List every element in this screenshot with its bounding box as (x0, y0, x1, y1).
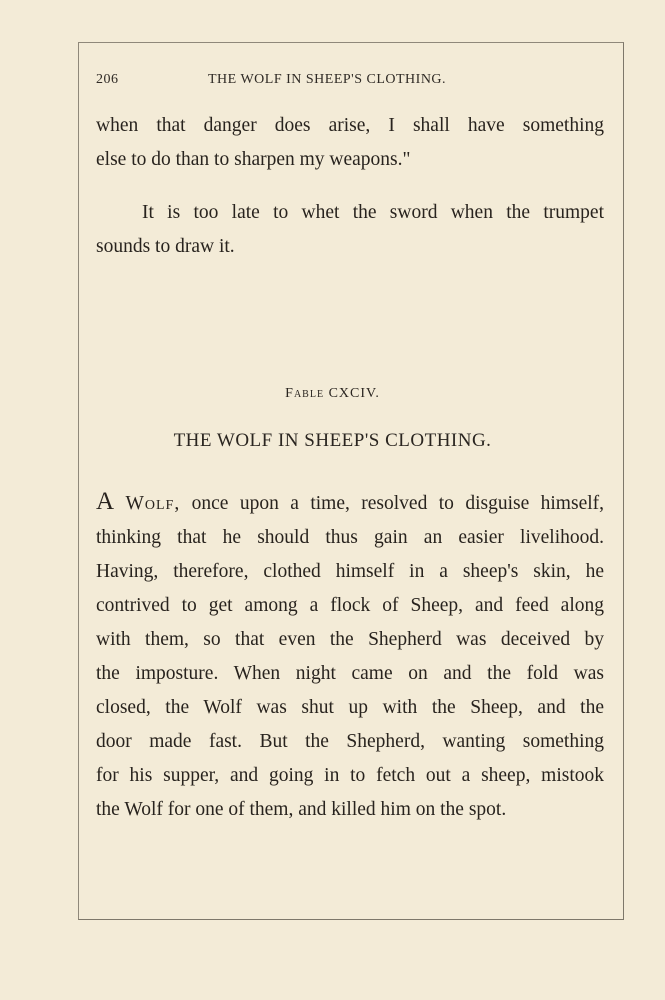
text-line: the imposture. When night came on and the fold was (96, 663, 604, 684)
fable-body (96, 485, 604, 827)
page-number: 206 (96, 72, 119, 87)
moral-paragraph (96, 196, 604, 264)
text-line-first (96, 485, 604, 521)
header-title: THE WOLF IN SHEEP'S CLOTHING. (208, 72, 447, 87)
text-line: else to do than to sharpen my weapons." (96, 149, 411, 170)
fable-title: THE WOLF IN SHEEP'S CLOTHING. (173, 430, 492, 451)
text-line: door made fast. But the Shepherd, wanting something (96, 731, 604, 752)
text-line: sounds to draw it. (96, 236, 235, 257)
text-line: thinking that he should thus gain an easier livelihood. (96, 527, 604, 548)
continuation-paragraph (96, 109, 604, 177)
text-line: for his supper, and going in to fetch out a sheep, mistook (96, 765, 604, 786)
fable-label: Fable CXCIV. (285, 386, 380, 401)
first-word: Wolf, (125, 493, 181, 514)
text-line: It is too late to whet the sword when the trumpet (142, 202, 604, 223)
text-line: with them, so that even the Shepherd was deceived by (96, 629, 604, 650)
text-line: closed, the Wolf was shut up with the Sheep, and the (96, 697, 604, 718)
drop-cap: A (96, 488, 115, 515)
text-line: contrived to get among a flock of Sheep, and feed along (96, 595, 604, 616)
first-line-rest: once upon a time, resolved to disguise himself, (180, 493, 605, 514)
text-line: the Wolf for one of them, and killed him on the spot. (96, 799, 507, 820)
text-line: Having, therefore, clothed himself in a sheep's skin, he (96, 561, 604, 582)
text-line: when that danger does arise, I shall have something (96, 115, 604, 136)
